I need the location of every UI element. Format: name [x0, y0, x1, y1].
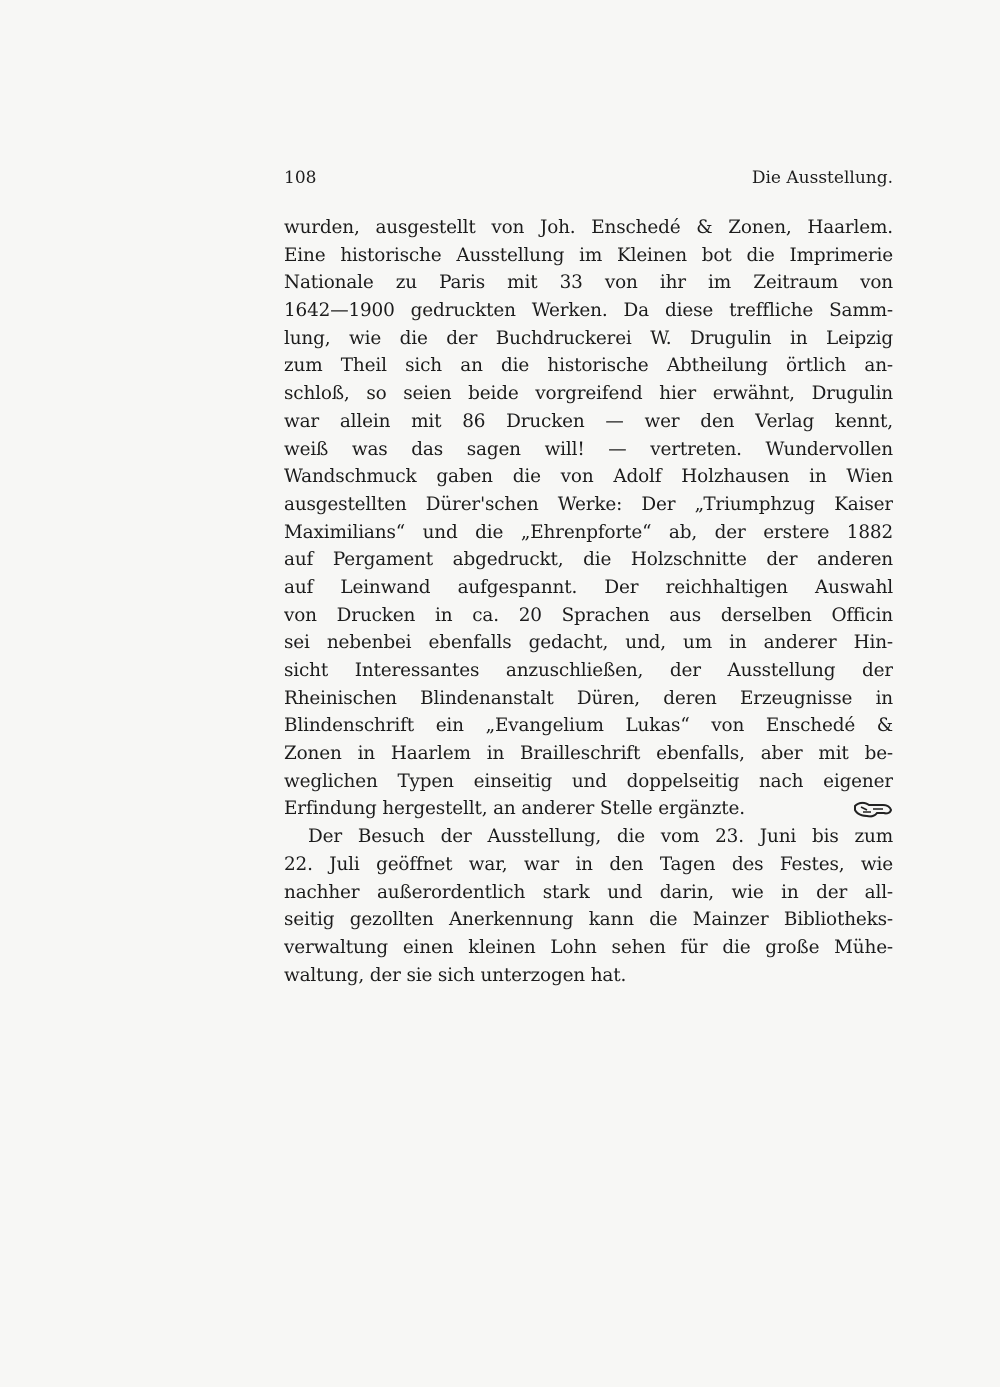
text-line: 1642—1900 gedruckten Werken. Da diese treffliche Samm- — [284, 300, 893, 322]
text-line: 22. Juli geöffnet war, war in den Tagen des Festes, wie — [284, 853, 893, 875]
text-line: von Drucken in ca. 20 Sprachen aus derselben Officin — [284, 604, 893, 626]
text-line: ausgestellten Dürer'schen Werke: Der „Triumphzug Kaiser — [284, 493, 893, 515]
text-line: sicht Interessantes anzuschließen, der Ausstellung der — [284, 660, 893, 681]
text-line: zum Theil sich an die historische Abtheilung örtlich an- — [284, 355, 893, 377]
text-line: war allein mit 86 Drucken — wer den Verlag kennt, — [284, 410, 893, 432]
text-line: Der Besuch der Ausstellung, die vom 23. Juni bis zum — [308, 826, 893, 848]
text-line: Wandschmuck gaben die von Adolf Holzhausen in Wien — [284, 466, 893, 488]
text-line: Maximilians“ und die „Ehrenpforte“ ab, der erstere 1882 — [284, 521, 893, 543]
text-line: Zonen in Haarlem in Brailleschrift ebenfalls, aber mit be- — [284, 743, 893, 765]
running-head — [284, 168, 893, 192]
text-line: weiß was das sagen will! — vertreten. Wundervollen — [284, 438, 893, 460]
text-line: Nationale zu Paris mit 33 von ihr im Zeitraum von — [284, 272, 893, 294]
text-line-with-ornament — [284, 795, 893, 823]
text-line: seitig gezollten Anerkennung kann die Mainzer Bibliotheks- — [284, 909, 893, 931]
page-number: 108 — [284, 168, 317, 188]
text-line: sei nebenbei ebenfalls gedacht, und, um in anderer Hin- — [284, 632, 893, 654]
text-line: schloß, so seien beide vorgreifend hier erwähnt, Drugulin — [284, 383, 893, 405]
body-text — [284, 214, 893, 989]
pointing-hand-icon — [853, 798, 893, 820]
text-line: auf Leinwand aufgespannt. Der reichhaltigen Auswahl — [284, 576, 893, 598]
text-line: wurden, ausgestellt von Joh. Enschedé & Zonen, Haarlem. — [284, 217, 893, 238]
text-line: waltung, der sie sich unterzogen hat. — [284, 964, 627, 986]
text-line: Erfindung hergestellt, an anderer Stelle ergänzte. — [284, 798, 745, 820]
text-line: verwaltung einen kleinen Lohn sehen für die große Mühe- — [284, 936, 893, 958]
text-line: nachher außerordentlich stark und darin, wie in der all- — [284, 881, 893, 903]
text-line: Blindenschrift ein „Evangelium Lukas“ von Enschedé & — [284, 715, 893, 737]
text-line: Eine historische Ausstellung im Kleinen bot die Imprimerie — [284, 244, 893, 266]
text-line: auf Pergament abgedruckt, die Holzschnitte der anderen — [284, 549, 893, 571]
text-line: weglichen Typen einseitig und doppelseitig nach eigener — [284, 770, 893, 792]
text-line: lung, wie die der Buchdruckerei W. Drugulin in Leipzig — [284, 327, 893, 349]
running-title: Die Ausstellung. — [751, 168, 893, 188]
text-line: Rheinischen Blindenanstalt Düren, deren Erzeugnisse in — [284, 687, 893, 709]
